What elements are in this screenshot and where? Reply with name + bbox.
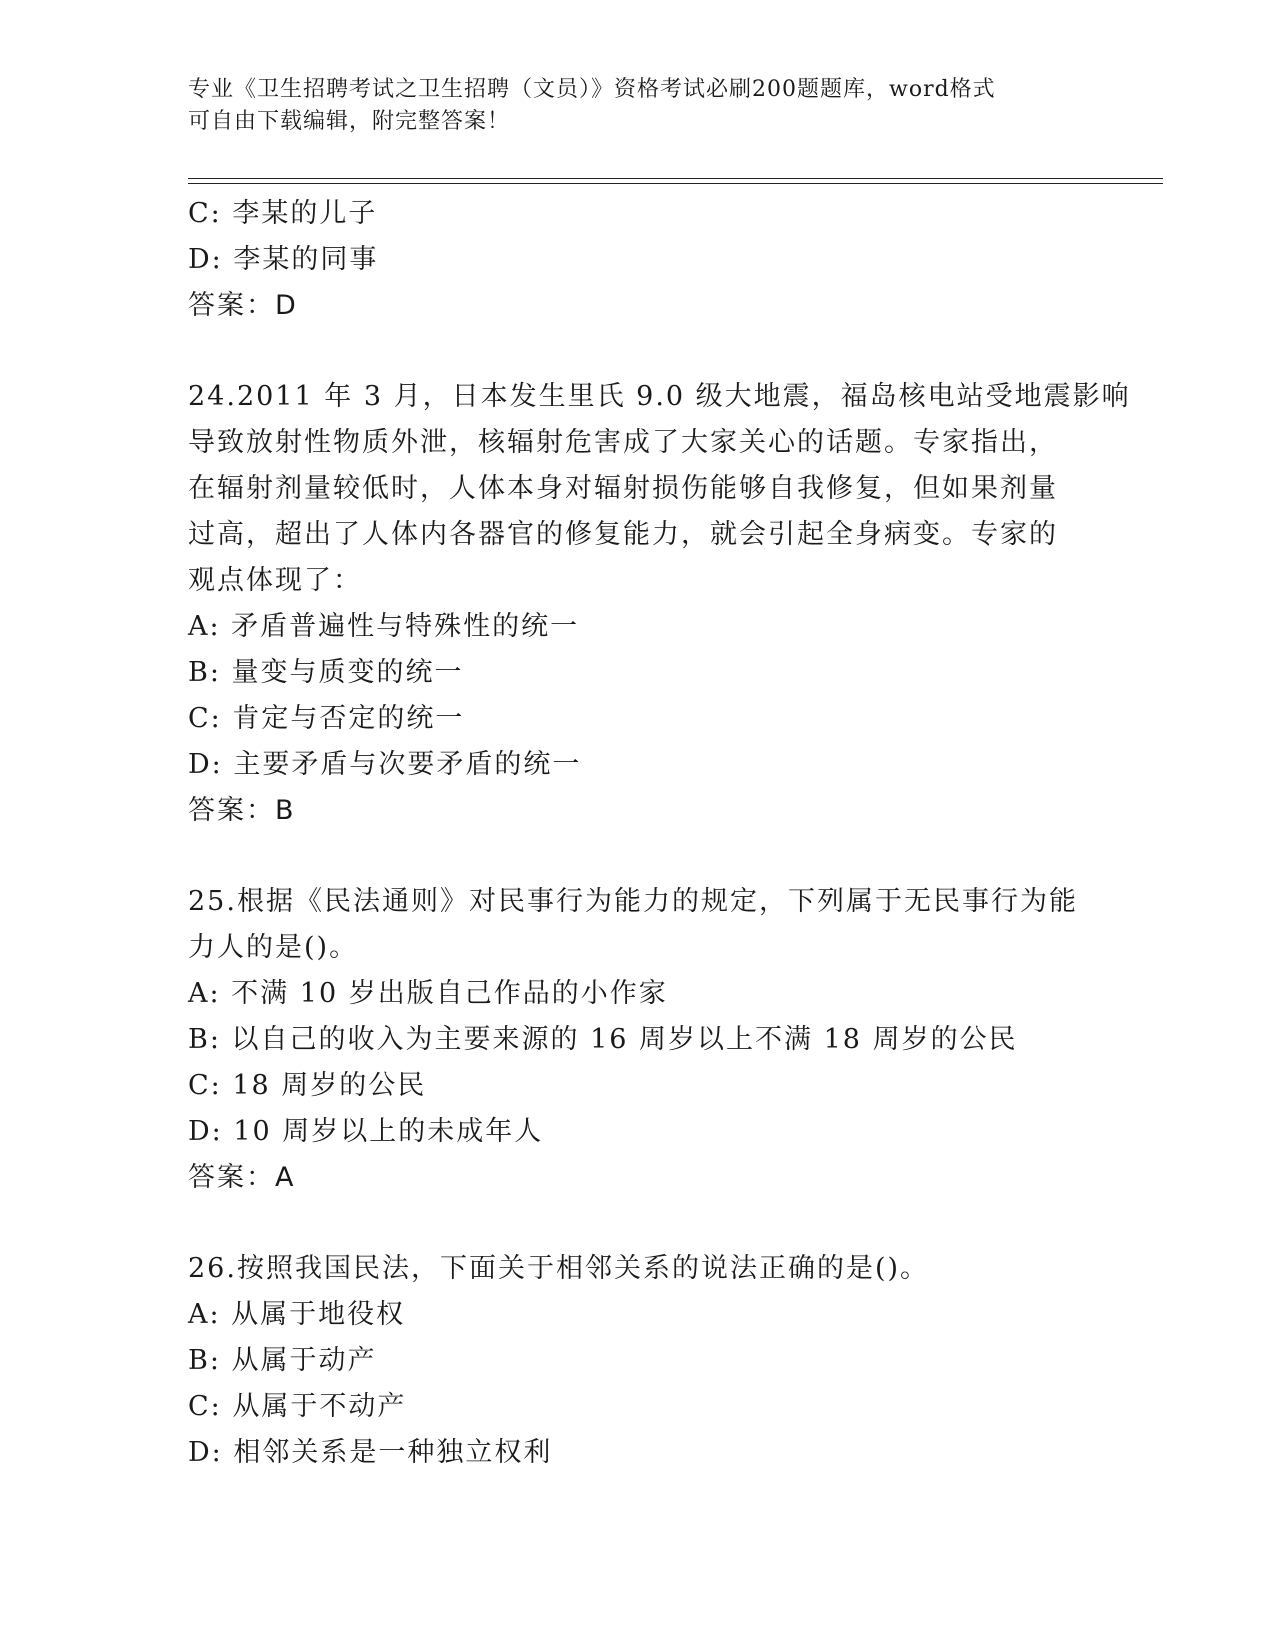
question-stem-line: 25.根据《民法通则》对民事行为能力的规定，下列属于无民事行为能 <box>188 886 1078 917</box>
answer: 答案：D <box>188 290 298 321</box>
option-c: C: 18 周岁的公民 <box>188 1070 427 1101</box>
option-d: D: 相邻关系是一种独立权利 <box>188 1437 553 1468</box>
question-list <box>188 191 1131 1476</box>
header-line-1: 专业《卫生招聘考试之卫生招聘（文员）》资格考试必刷200题题库，word格式 <box>188 77 996 102</box>
question-26 <box>188 1246 1088 1476</box>
option-d: D: 李某的同事 <box>188 244 379 275</box>
option-c: C: 从属于不动产 <box>188 1391 407 1422</box>
question-stem-line: 导致放射性物质外泄，核辐射危害成了大家关心的话题。专家指出， <box>188 427 1058 458</box>
option-b: B: 从属于动产 <box>188 1345 377 1376</box>
answer: 答案：B <box>188 795 296 826</box>
option-b: B: 量变与质变的统一 <box>188 657 464 688</box>
question-stem-line: 24.2011 年 3 月，日本发生里氏 9.0 级大地震，福岛核电站受地震影响 <box>188 381 1131 412</box>
header-rule-bottom <box>188 183 1163 184</box>
option-a: A: 从属于地役权 <box>188 1299 406 1330</box>
header-line-2: 可自由下载编辑，附完整答案！ <box>188 109 511 134</box>
option-d: D: 10 周岁以上的未成年人 <box>188 1116 544 1147</box>
option-c: C: 肯定与否定的统一 <box>188 703 465 734</box>
question-stem-line: 观点体现了： <box>188 565 362 596</box>
option-a: A: 矛盾普遍性与特殊性的统一 <box>188 611 580 642</box>
question-23-tail <box>188 191 1088 329</box>
answer: 答案：A <box>188 1162 296 1193</box>
question-stem-line: 在辐射剂量较低时，人体本身对辐射损伤能够自我修复，但如果剂量 <box>188 473 1058 504</box>
option-c: C: 李某的儿子 <box>188 198 378 229</box>
question-stem-line: 力人的是()。 <box>188 932 359 963</box>
option-d: D: 主要矛盾与次要矛盾的统一 <box>188 749 582 780</box>
question-stem-line: 26.按照我国民法，下面关于相邻关系的说法正确的是()。 <box>188 1253 930 1284</box>
option-a: A: 不满 10 岁出版自己作品的小作家 <box>188 978 668 1009</box>
page-header <box>188 74 1088 138</box>
option-b: B: 以自己的收入为主要来源的 16 周岁以上不满 18 周岁的公民 <box>188 1024 1018 1055</box>
header-rule-top <box>188 178 1163 179</box>
question-24 <box>188 374 1131 834</box>
question-25 <box>188 879 1088 1201</box>
question-stem-line: 过高，超出了人体内各器官的修复能力，就会引起全身病变。专家的 <box>188 519 1058 550</box>
